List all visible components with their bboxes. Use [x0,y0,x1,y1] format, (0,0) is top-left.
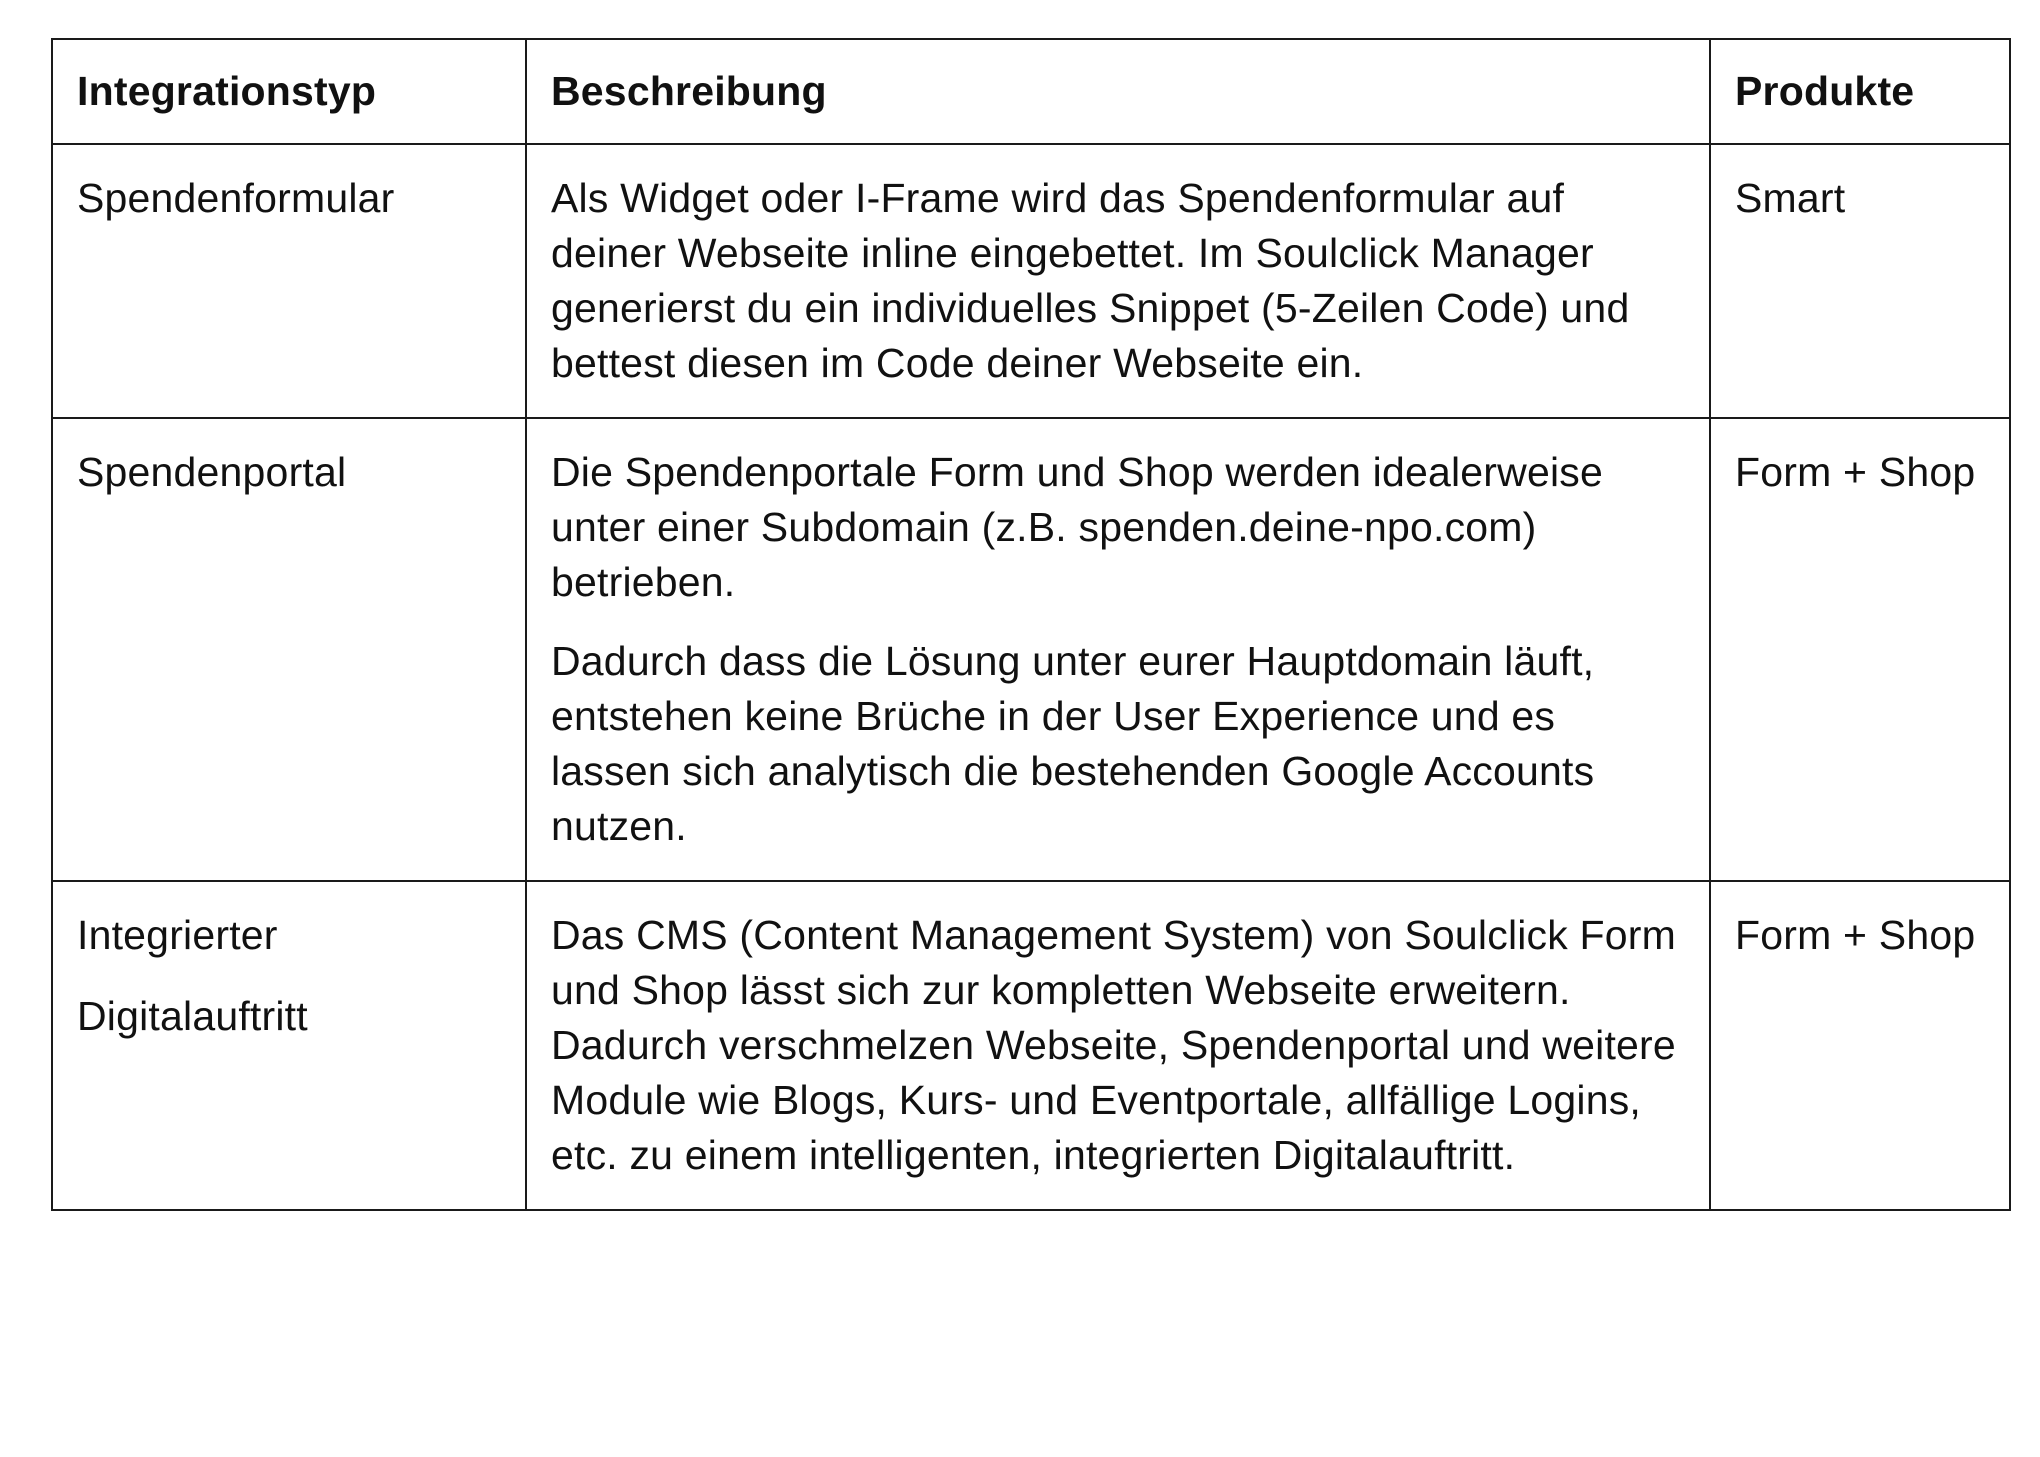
cell-products: Form + Shop [1710,418,2010,881]
description-paragraph: Als Widget oder I-Frame wird das Spendenformular auf deiner Webseite inline eingebettet. Im Soulclick Manager generierst du ein individuelles Snippet (5-Zeilen Code) und bettest diesen im Code deiner Webseite ein. [551,175,1630,386]
integration-type-label: Integrierter [77,912,278,958]
cell-integration-type [52,144,526,418]
cell-integration-type [52,881,526,1210]
header-produkte: Produkte [1710,39,2010,144]
cell-description [526,144,1710,418]
cell-description [526,881,1710,1210]
cell-products: Smart [1710,144,2010,418]
header-beschreibung: Beschreibung [526,39,1710,144]
table-row [52,418,2010,881]
cell-products: Form + Shop [1710,881,2010,1210]
table-header-row [52,39,2010,144]
description-paragraph: Dadurch dass die Lösung unter eurer Hauptdomain läuft, entstehen keine Brüche in der User Experience und es lassen sich analytisch die bestehenden Google Accounts nutzen. [551,638,1595,849]
cell-integration-type [52,418,526,881]
integration-type-label: Spendenportal [77,449,347,495]
table-row [52,881,2010,1210]
integration-type-label: Spendenformular [77,175,395,221]
integration-table-container [51,38,2009,1211]
cell-description [526,418,1710,881]
header-integrationstyp: Integrationstyp [52,39,526,144]
description-paragraph: Das CMS (Content Management System) von Soulclick Form und Shop lässt sich zur kompletten Webseite erweitern. Dadurch verschmelzen Webseite, Spendenportal und weitere Module wie Blogs, Kurs- und Eventportale, allfällige Logins, etc. zu einem intelligenten, integrierten Digitalauftritt. [551,912,1677,1178]
table-row [52,144,2010,418]
integration-table [51,38,2011,1211]
integration-type-label: Digitalauftritt [77,993,308,1039]
description-paragraph: Die Spendenportale Form und Shop werden idealerweise unter einer Subdomain (z.B. spenden.deine-npo.com) betrieben. [551,449,1603,605]
